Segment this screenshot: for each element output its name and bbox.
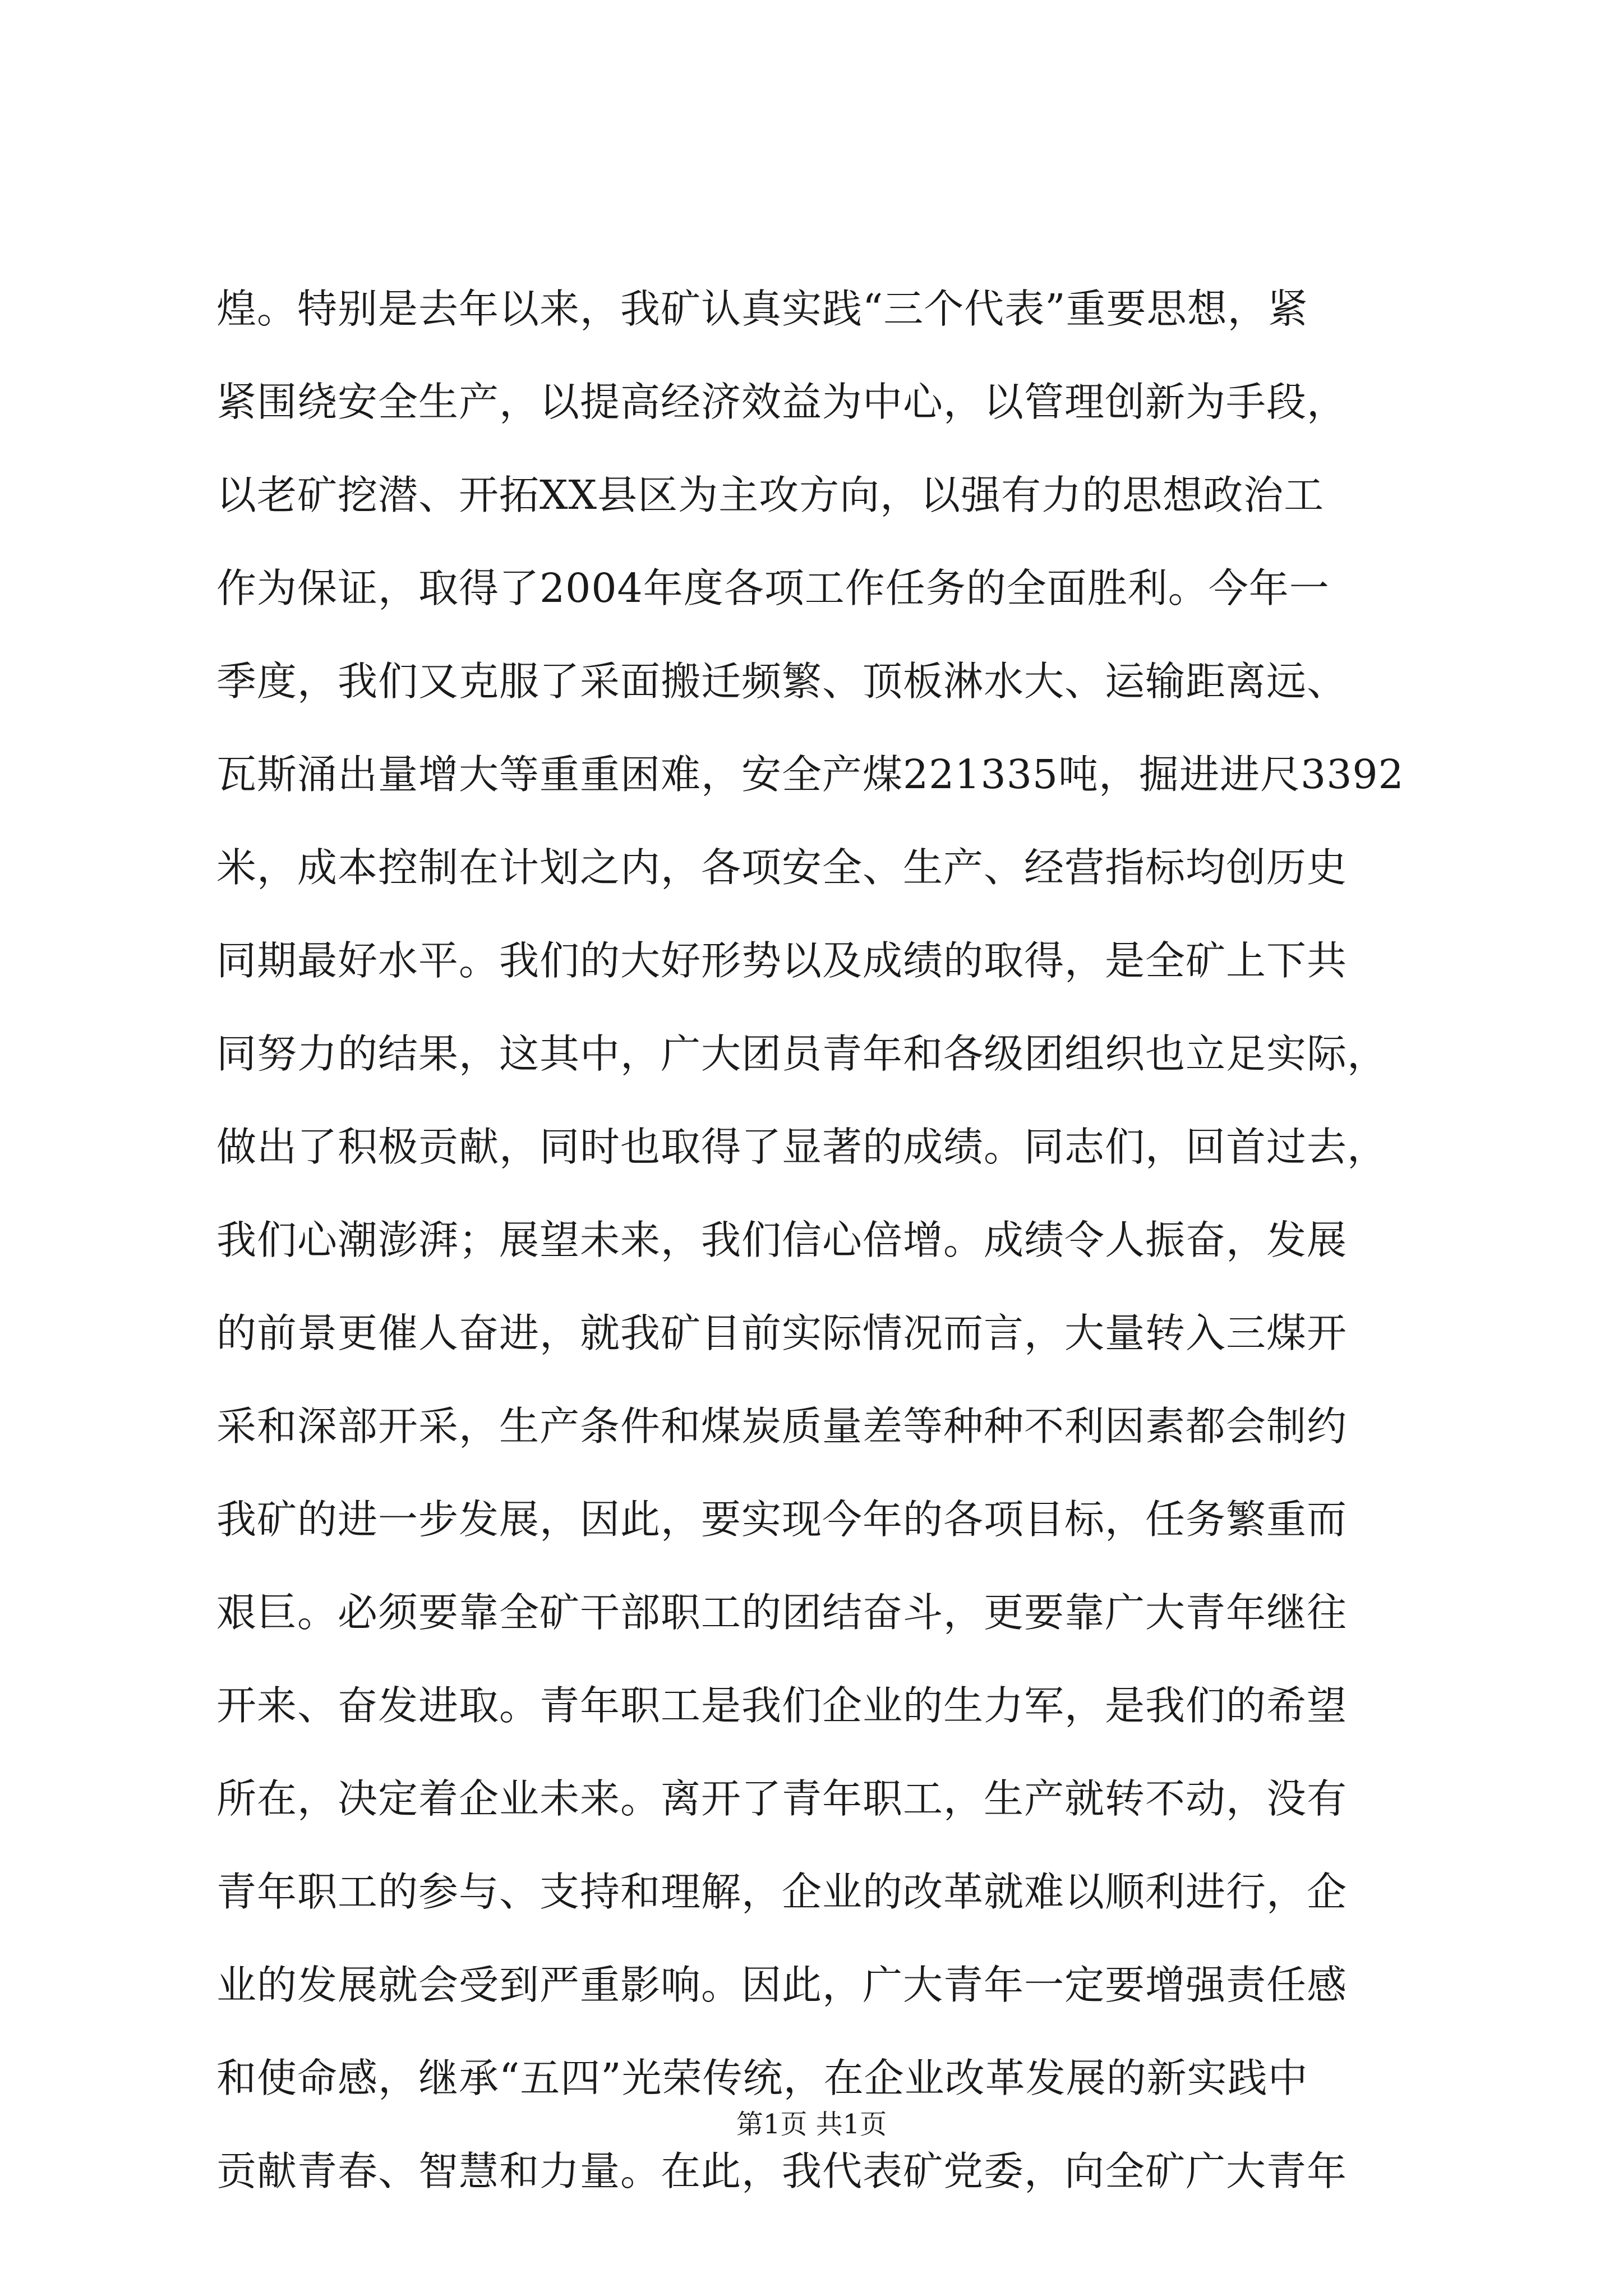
- text-line-5: 季度，我们又克服了采面搬迁频繁、顶板淋水大、运输距离远、: [216, 658, 1348, 705]
- text-line-1: 煌。特别是去年以来，我矿认真实践“三个代表”重要思想，紧: [216, 286, 1308, 332]
- text-line-15: 艰巨。必须要靠全矿干部职工的团结奋斗，更要靠广大青年继往: [216, 1589, 1348, 1636]
- text-line-21: 贡献青春、智慧和力量。在此，我代表矿党委，向全矿广大青年: [216, 2148, 1348, 2194]
- text-line-16: 开来、奋发进取。青年职工是我们企业的生力军，是我们的希望: [216, 1682, 1348, 1729]
- text-line-12: 的前景更催人奋进，就我矿目前实际情况而言，大量转入三煤开: [216, 1310, 1348, 1356]
- text-line-10: 做出了积极贡献，同时也取得了显著的成绩。同志们，回首过去，: [216, 1124, 1388, 1170]
- text-line-18: 青年职工的参与、支持和理解，企业的改革就难以顺利进行，企: [216, 1869, 1348, 1915]
- text-line-11: 我们心潮澎湃；展望未来，我们信心倍增。成绩令人振奋，发展: [216, 1217, 1348, 1263]
- page-number-footer: 第1页 共1页: [736, 2109, 887, 2140]
- text-line-17: 所在，决定着企业未来。离开了青年职工，生产就转不动，没有: [216, 1775, 1348, 1822]
- text-line-2: 紧围绕安全生产，以提高经济效益为中心，以管理创新为手段，: [216, 379, 1348, 425]
- text-line-20: 和使命感，继承“五四”光荣传统，在企业改革发展的新实践中: [216, 2055, 1308, 2101]
- text-line-4: 作为保证，取得了2004年度各项工作任务的全面胜利。今年一: [216, 565, 1330, 611]
- text-line-8: 同期最好水平。我们的大好形势以及成绩的取得，是全矿上下共: [216, 937, 1348, 984]
- text-line-7: 米，成本控制在计划之内，各项安全、生产、经营指标均创历史: [216, 844, 1348, 891]
- text-line-6: 瓦斯涌出量增大等重重困难，安全产煤221335吨，掘进进尺3392: [216, 751, 1404, 798]
- text-line-13: 采和深部开采，生产条件和煤炭质量差等种种不利因素都会制约: [216, 1403, 1348, 1450]
- body-text: [216, 263, 1428, 2218]
- text-line-19: 业的发展就会受到严重影响。因此，广大青年一定要增强责任感: [216, 1962, 1348, 2008]
- text-line-14: 我矿的进一步发展，因此，要实现今年的各项目标，任务繁重而: [216, 1496, 1348, 1543]
- text-line-3: 以老矿挖潜、开拓XX县区为主攻方向，以强有力的思想政治工: [216, 472, 1325, 518]
- text-line-9: 同努力的结果，这其中，广大团员青年和各级团组织也立足实际，: [216, 1030, 1388, 1077]
